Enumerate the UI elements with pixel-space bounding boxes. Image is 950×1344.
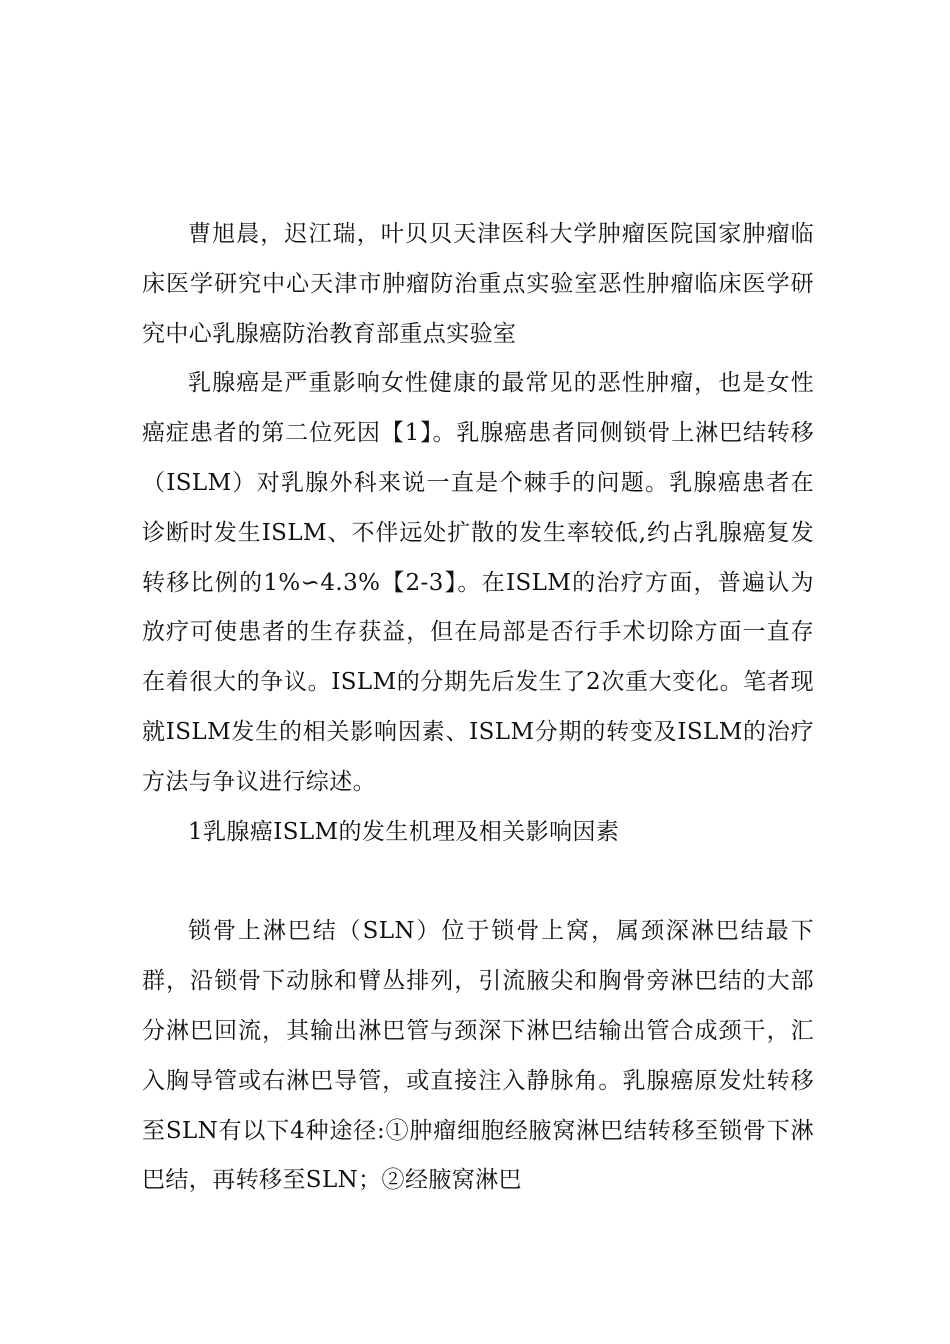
author-affiliation-paragraph: 曹旭晨，迟江瑞，叶贝贝天津医科大学肿瘤医院国家肿瘤临床医学研究中心天津市肿瘤防治重点实验室恶性肿瘤临床医学研究中心乳腺癌防治教育部重点实验室 [142,221,814,347]
document-body [142,210,814,1206]
introduction-paragraph: 乳腺癌是严重影响女性健康的最常见的恶性肿瘤，也是女性癌症患者的第二位死因【1】。乳腺癌患者同侧锁骨上淋巴结转移（ISLM）对乳腺外科来说一直是个棘手的问题。乳腺癌患者在诊断时发生ISLM、不伴远处扩散的发生率较低,约占乳腺癌复发转移比例的1%∽4.3%【2-3】。在ISLM的治疗方面，普遍认为放疗可使患者的生存获益，但在局部是否行手术切除方面一直存在着很大的争议。ISLM的分期先后发生了2次重大变化。笔者现就ISLM发生的相关影响因素、ISLM分期的转变及ISLM的治疗方法与争议进行综述。 [142,370,814,795]
section-heading: 1乳腺癌ISLM的发生机理及相关影响因素 [188,818,620,845]
mechanism-paragraph: 锁骨上淋巴结（SLN）位于锁骨上窝，属颈深淋巴结最下群，沿锁骨下动脉和臂丛排列，引流腋尖和胸骨旁淋巴结的大部分淋巴回流，其输出淋巴管与颈深下淋巴结输出管合成颈干，汇入胸导管或右淋巴导管，或直接注入静脉角。乳腺癌原发灶转移至SLN有以下4种途径:①肿瘤细胞经腋窝淋巴结转移至锁骨下淋巴结，再转移至SLN；②经腋窝淋巴 [142,918,814,1194]
